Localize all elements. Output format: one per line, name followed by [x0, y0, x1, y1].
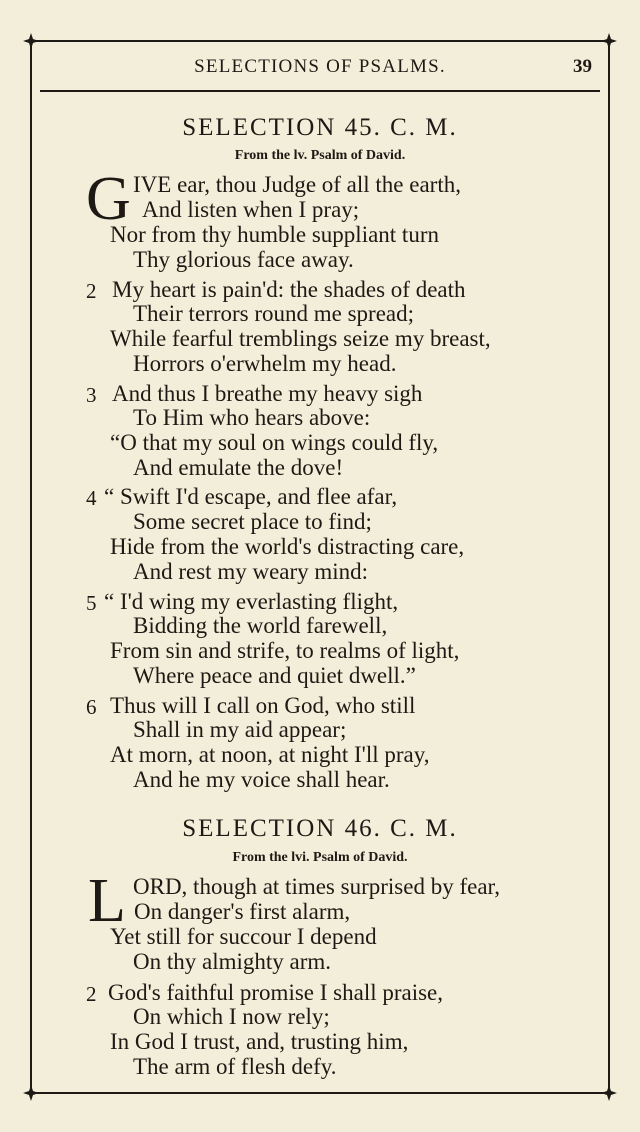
verse-line: On danger's first alarm, — [134, 899, 351, 924]
verse-line: “O that my soul on wings could fly, — [110, 430, 439, 455]
verse-line: On thy almighty arm. — [133, 949, 332, 974]
verse-line: Thy glorious face away. — [133, 247, 354, 272]
verse-line: God's faithful promise I shall praise, — [108, 980, 444, 1005]
verse-number: 6 — [86, 695, 97, 719]
verse-line: Where peace and quiet dwell.” — [133, 663, 416, 688]
verse-line: Thus will I call on God, who still — [110, 693, 416, 718]
verse-line: And listen when I pray; — [142, 197, 360, 222]
bottom-border-rule — [30, 1092, 610, 1094]
corner-ornament-icon — [22, 1084, 40, 1102]
verse-line: While fearful tremblings seize my breast, — [110, 326, 491, 351]
verse-line: Some secret place to find; — [133, 509, 372, 534]
verse-line: At morn, at noon, at night I'll pray, — [110, 742, 430, 767]
verse-number: 2 — [86, 279, 97, 303]
selection-subtitle: From the lv. Psalm of David. — [234, 148, 406, 163]
verse-number: 5 — [86, 591, 97, 615]
corner-ornament-icon — [600, 1084, 618, 1102]
verse-line: And emulate the dove! — [133, 455, 344, 480]
left-border-rule — [30, 40, 32, 1094]
verse-line: “ I'd wing my everlasting flight, — [104, 589, 399, 614]
verse-line: On which I now rely; — [133, 1004, 330, 1029]
drop-cap: G — [86, 165, 131, 233]
corner-ornament-icon — [22, 32, 40, 50]
verse-line: And thus I breathe my heavy sigh — [112, 381, 423, 406]
verse-line: Bidding the world farewell, — [133, 613, 388, 638]
verse-line: “ Swift I'd escape, and flee afar, — [104, 484, 398, 509]
verse-line: Yet still for succour I depend — [110, 924, 377, 949]
top-border-rule — [30, 40, 610, 42]
verse-line: Nor from thy humble suppliant turn — [110, 222, 439, 247]
corner-ornament-icon — [600, 32, 618, 50]
running-header — [40, 52, 600, 82]
verse-line: From sin and strife, to realms of light, — [110, 638, 460, 663]
running-title: SELECTIONS OF PSALMS. — [194, 56, 446, 77]
verse-line: ORD, though at times surprised by fear, — [133, 874, 501, 899]
header-divider-rule — [40, 90, 600, 92]
selection-title: SELECTION 45. C. M. — [182, 114, 458, 141]
verse-line: Their terrors round me spread; — [133, 301, 415, 326]
drop-cap: L — [88, 867, 126, 935]
page-number: 39 — [573, 56, 592, 77]
verse-line: My heart is pain'd: the shades of death — [112, 277, 466, 302]
verse-line: And rest my weary mind: — [133, 559, 369, 584]
verse-number: 2 — [86, 982, 97, 1006]
verse-line: Shall in my aid appear; — [133, 717, 347, 742]
right-border-rule — [608, 40, 610, 1094]
selection-subtitle: From the lvi. Psalm of David. — [232, 850, 408, 865]
verse-number: 3 — [86, 383, 97, 407]
verse-line: And he my voice shall hear. — [133, 767, 390, 792]
verse-line: The arm of flesh defy. — [133, 1054, 337, 1079]
selection-title: SELECTION 46. C. M. — [182, 815, 458, 842]
verse-line: Hide from the world's distracting care, — [110, 534, 465, 559]
verse-number: 4 — [86, 486, 97, 510]
verse-line: IVE ear, thou Judge of all the earth, — [133, 172, 461, 197]
verse-line: Horrors o'erwhelm my head. — [133, 351, 397, 376]
verse-line: In God I trust, and, trusting him, — [110, 1029, 409, 1054]
verse-line: To Him who hears above: — [133, 405, 371, 430]
